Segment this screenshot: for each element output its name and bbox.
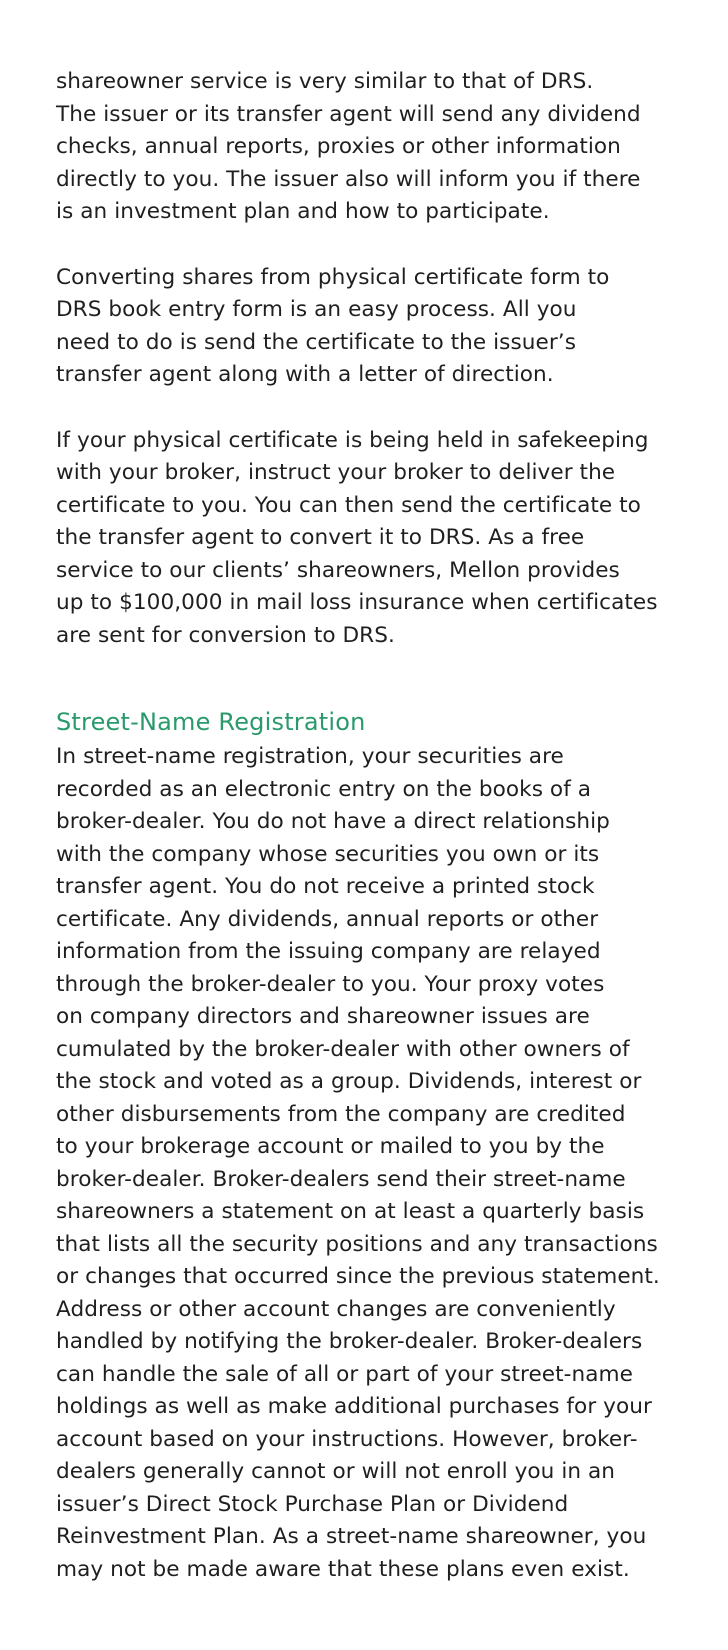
- text-line: In street-name registration, your securities are: [56, 744, 564, 769]
- text-line: can handle the sale of all or part of your street-name: [56, 1361, 633, 1387]
- text-line: is an investment plan and how to participate.: [56, 199, 550, 224]
- paragraph-safekeeping: [56, 425, 676, 653]
- text-line: Reinvestment Plan. As a street-name shareowner, you: [56, 1524, 647, 1549]
- text-line: transfer agent. You do not receive a printed stock: [56, 874, 595, 899]
- text-line: handled by notifying the broker-dealer. Broker-dealers: [56, 1329, 643, 1354]
- text-line: need to do is send the certificate to the issuer’s: [56, 329, 576, 355]
- text-line: shareowner service is very similar to that of DRS.: [56, 69, 594, 94]
- text-line: are sent for conversion to DRS.: [56, 622, 395, 648]
- text-line: that lists all the security positions and any transactions: [56, 1231, 658, 1257]
- text-line: up to $100,000 in mail loss insurance when certificates: [56, 590, 658, 615]
- text-line: the transfer agent to convert it to DRS. As a free: [56, 525, 585, 550]
- text-line: directly to you. The issuer also will inform you if there: [56, 166, 641, 192]
- paragraph-converting-shares: [56, 262, 676, 392]
- text-line: broker-dealer. You do not have a direct relationship: [56, 809, 610, 834]
- text-line: Address or other account changes are conveniently: [56, 1296, 616, 1322]
- text-line: issuer’s Direct Stock Purchase Plan or Dividend: [56, 1491, 569, 1517]
- text-line: cumulated by the broker-dealer with other owners of: [56, 1036, 630, 1062]
- text-line: to your brokerage account or mailed to you by the: [56, 1134, 605, 1159]
- document-page: [56, 66, 676, 1586]
- text-line: may not be made aware that these plans even exist.: [56, 1556, 630, 1582]
- text-line: account based on your instructions. However, broker-: [56, 1426, 638, 1452]
- text-line: certificate. Any dividends, annual reports or other: [56, 906, 599, 932]
- text-line: the stock and voted as a group. Dividends, interest or: [56, 1069, 642, 1094]
- text-line: or changes that occurred since the previous statement.: [56, 1264, 660, 1289]
- text-line: holdings as well as make additional purchases for your: [56, 1394, 652, 1419]
- text-line: with your broker, instruct your broker to deliver the: [56, 460, 616, 485]
- paragraph-street-name: [56, 741, 676, 1586]
- text-line: service to our clients’ shareowners, Mellon provides: [56, 557, 620, 583]
- text-line: through the broker-dealer to you. Your proxy votes: [56, 971, 605, 997]
- text-line: information from the issuing company are relayed: [56, 939, 601, 964]
- text-line: certificate to you. You can then send the certificate to: [56, 492, 641, 518]
- text-line: transfer agent along with a letter of direction.: [56, 362, 554, 387]
- text-line: on company directors and shareowner issues are: [56, 1004, 590, 1029]
- text-line: If your physical certificate is being held in safekeeping: [56, 427, 649, 453]
- text-line: broker-dealer. Broker-dealers send their street-name: [56, 1166, 626, 1192]
- text-line: shareowners a statement on at least a quarterly basis: [56, 1199, 645, 1224]
- text-line: DRS book entry form is an easy process. All you: [56, 297, 577, 322]
- text-line: Converting shares from physical certificate form to: [56, 264, 610, 290]
- text-line: dealers generally cannot or will not enroll you in an: [56, 1459, 616, 1484]
- text-line: other disbursements from the company are credited: [56, 1101, 626, 1127]
- paragraph-drs-service: [56, 66, 676, 229]
- section-heading-street-name: Street-Name Registration: [56, 708, 366, 736]
- text-line: with the company whose securities you own or its: [56, 841, 600, 867]
- text-line: recorded as an electronic entry on the books of a: [56, 776, 592, 802]
- text-line: checks, annual reports, proxies or other information: [56, 134, 621, 159]
- text-line: The issuer or its transfer agent will send any dividend: [56, 101, 641, 127]
